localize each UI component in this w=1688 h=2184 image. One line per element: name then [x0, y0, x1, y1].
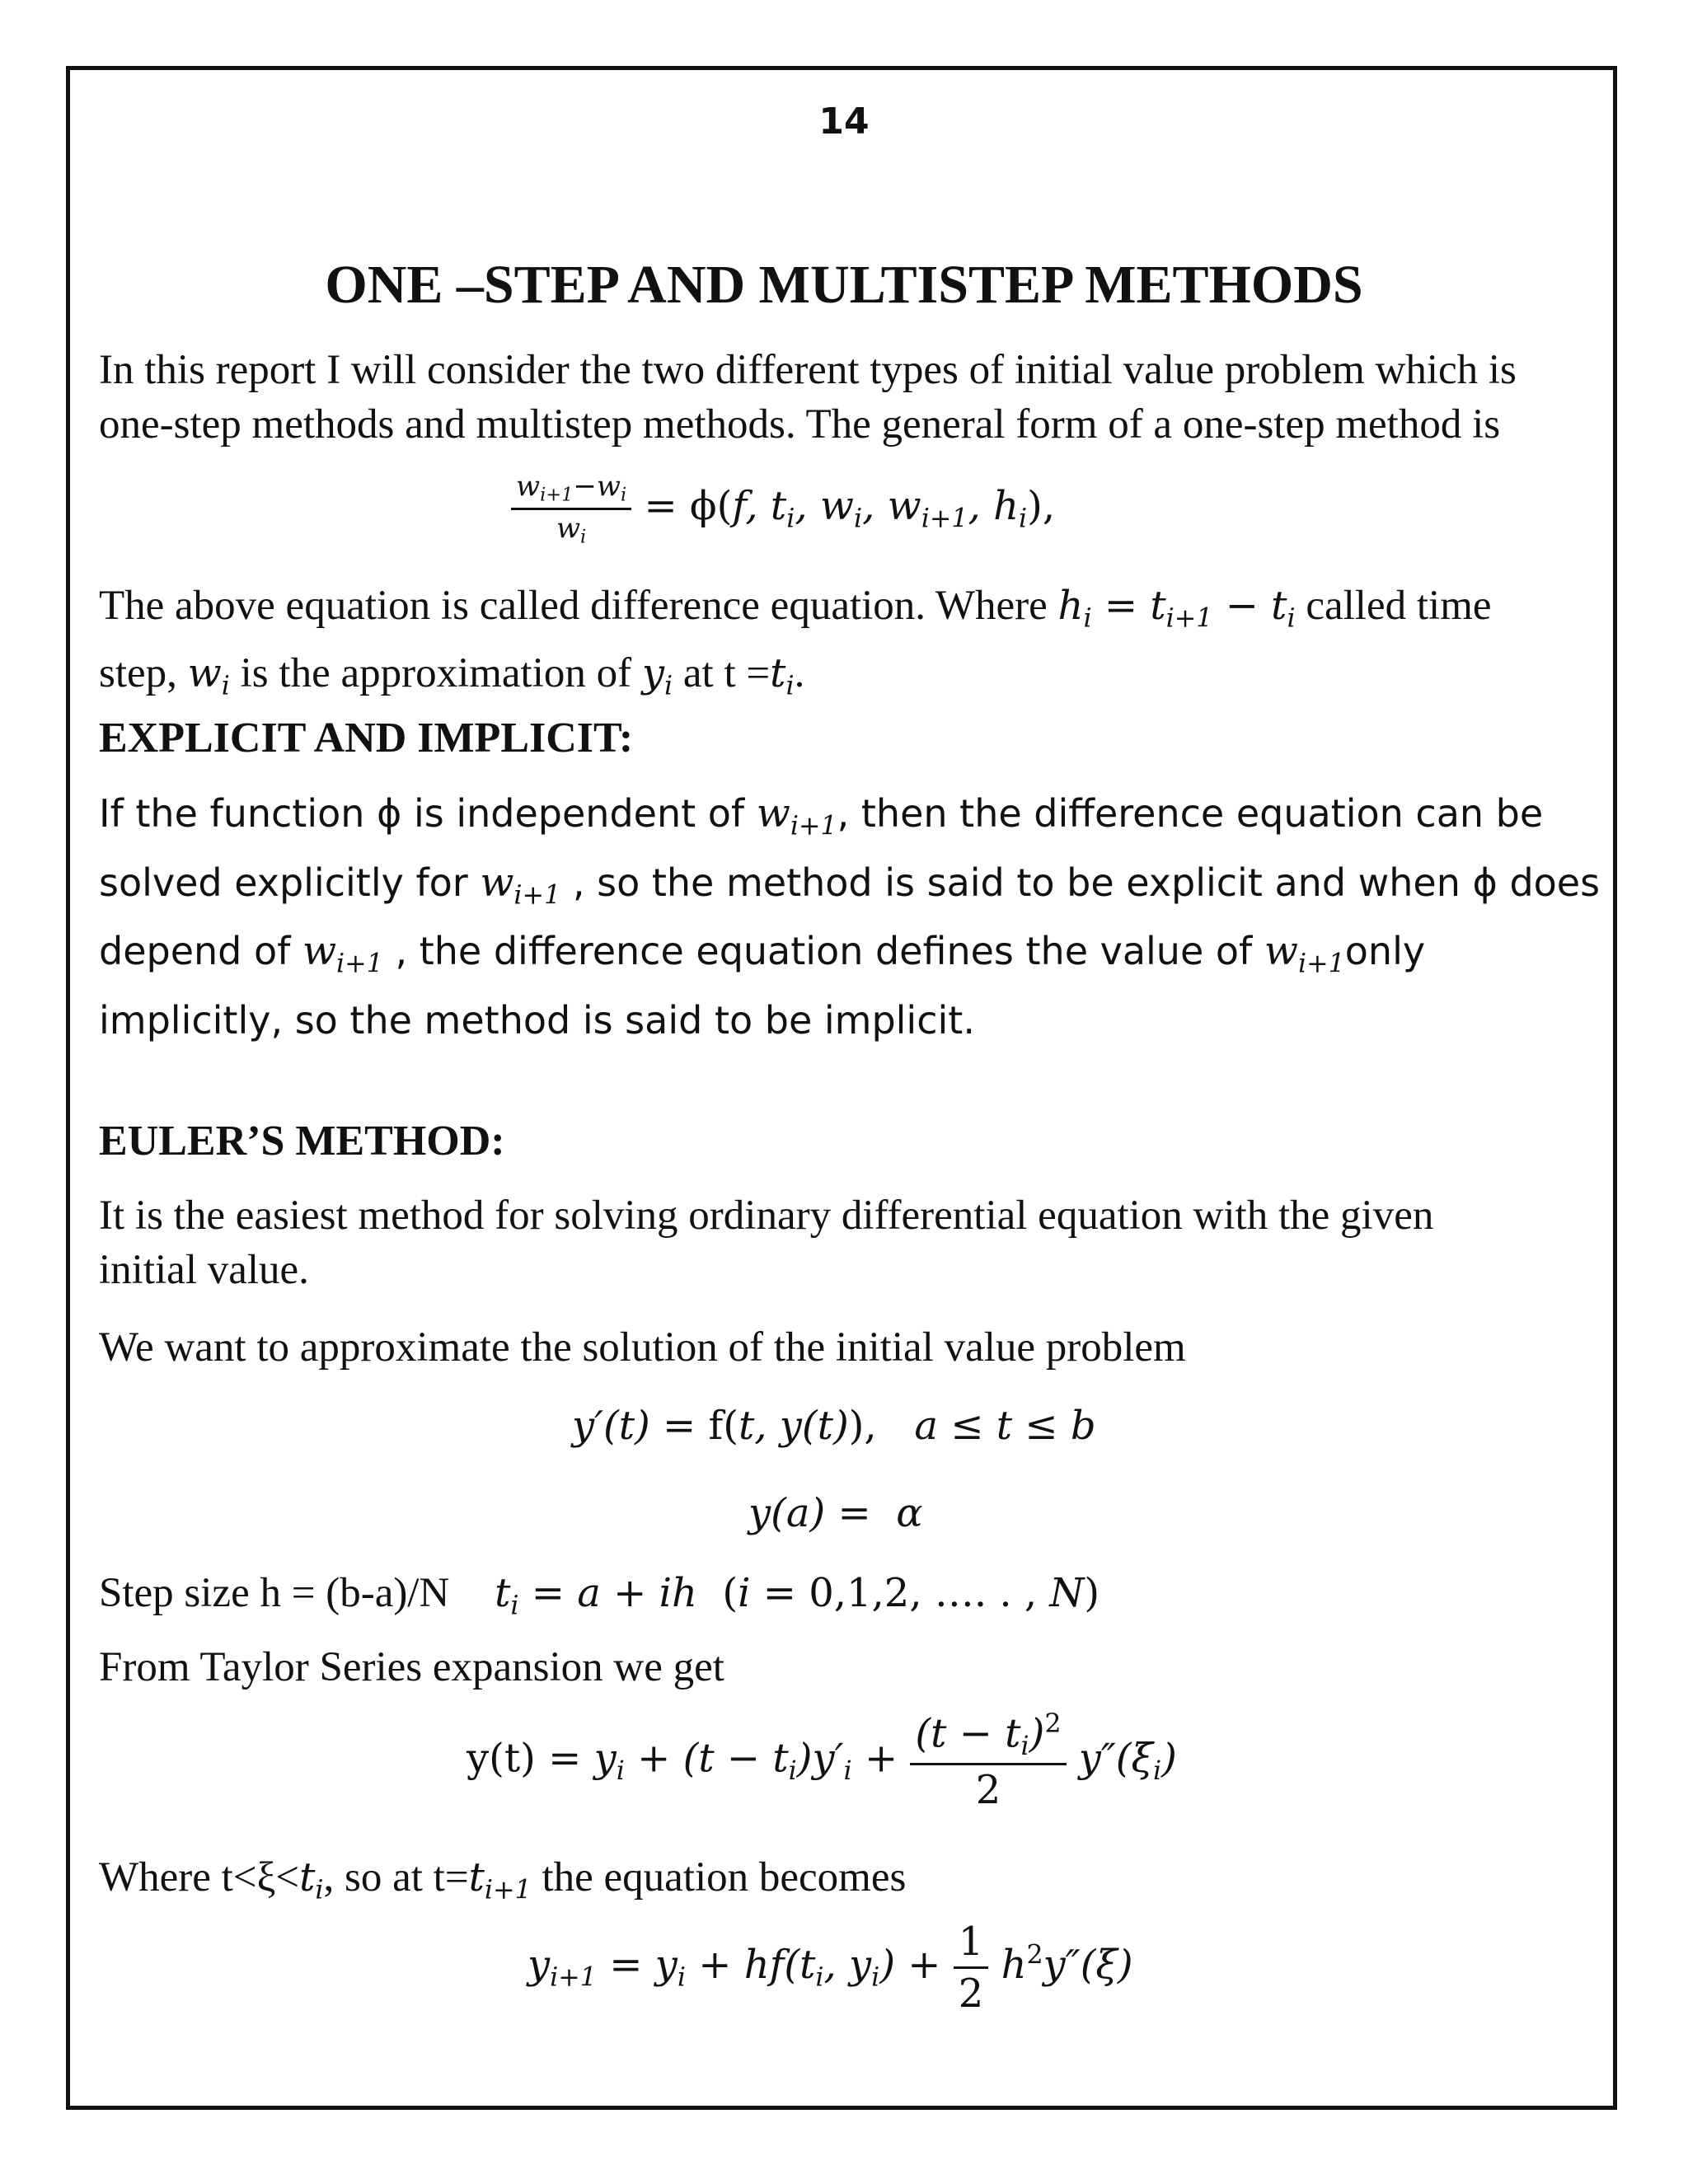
intro-line-2: one-step methods and multistep methods. The general form of a one-step method is — [99, 401, 1501, 448]
page-title: ONE –STEP AND MULTISTEP METHODS — [325, 255, 1363, 315]
step-size-line: Step size h = (b-a)/N $t_i = a$ + ih (i = 0,1,2, …. . , N) — [99, 1570, 1100, 1621]
euler-approx-text: We want to approximate the solution of the initial value problem — [99, 1324, 1186, 1371]
equation-fraction: $\frac{w_{i+1}-w_i}{w_i}$ — [511, 470, 631, 547]
intro-line-1: In this report I will consider the two different types of initial value problem which is — [99, 347, 1517, 393]
euler-intro-paragraph: It is the easiest method for solving ordinary differential equation with the given initial value. — [99, 1193, 1434, 1293]
equation-initial-value: y(a) = α — [748, 1490, 923, 1536]
equation-rhs: = ϕ(f, $t_i$, $w_i$, $w_{i+1}$, $h_i$), — [644, 482, 1056, 534]
equation-taylor: $y(t) = y_i + (t - t_i)y'_i$ + $\frac{(t - t_i)^2}{2}$ $y''(\xi_i)$ — [467, 1709, 1177, 1813]
intro-paragraph — [99, 343, 1517, 452]
heading-explicit-implicit: EXPLICIT AND IMPLICIT: — [99, 715, 634, 762]
page-number: 14 — [818, 101, 870, 143]
taylor-intro-text: From Taylor Series expansion we get — [99, 1644, 724, 1690]
equation-ivp: y′(t) = f(t, y(t)), a ≤ t ≤ b — [572, 1403, 1096, 1449]
explicit-paragraph: If the function ϕ is independent of $w_{i+1}$, then the difference equation can be solved explicitly for $w_{i+1}$ , so the method is said to be explicit and when ϕ does depend of $w_{i+1}$ , the difference equation defines the value of $w_{i+1}only$ implicitly, so the method is said to be implicit. — [99, 790, 1601, 1043]
taylor-fraction: $\frac{(t - t_i)^2}{2}$ — [910, 1709, 1066, 1813]
heading-euler-method: EULER’S METHOD: — [99, 1118, 505, 1165]
where-line: Where $t<\xi<t_i$, so at $t=t_{i+1}$ the equation becomes — [99, 1854, 907, 1905]
equation-one-step — [511, 470, 1055, 547]
half-fraction: $\frac{1}{2}$ — [954, 1919, 989, 2017]
difference-paragraph: The above equation is called difference equation. Where $h_i = t_{i+1} - t_i$ called time step, $w_i$ is the approximation of $y_i$ at $t =t_i$. — [99, 583, 1492, 701]
equation-euler-step: $y_{i+1} = y_i + hf(t_i$, $y_i$) + $\frac{1}{2}$ $h^2y''(\xi)$ — [528, 1919, 1133, 2017]
